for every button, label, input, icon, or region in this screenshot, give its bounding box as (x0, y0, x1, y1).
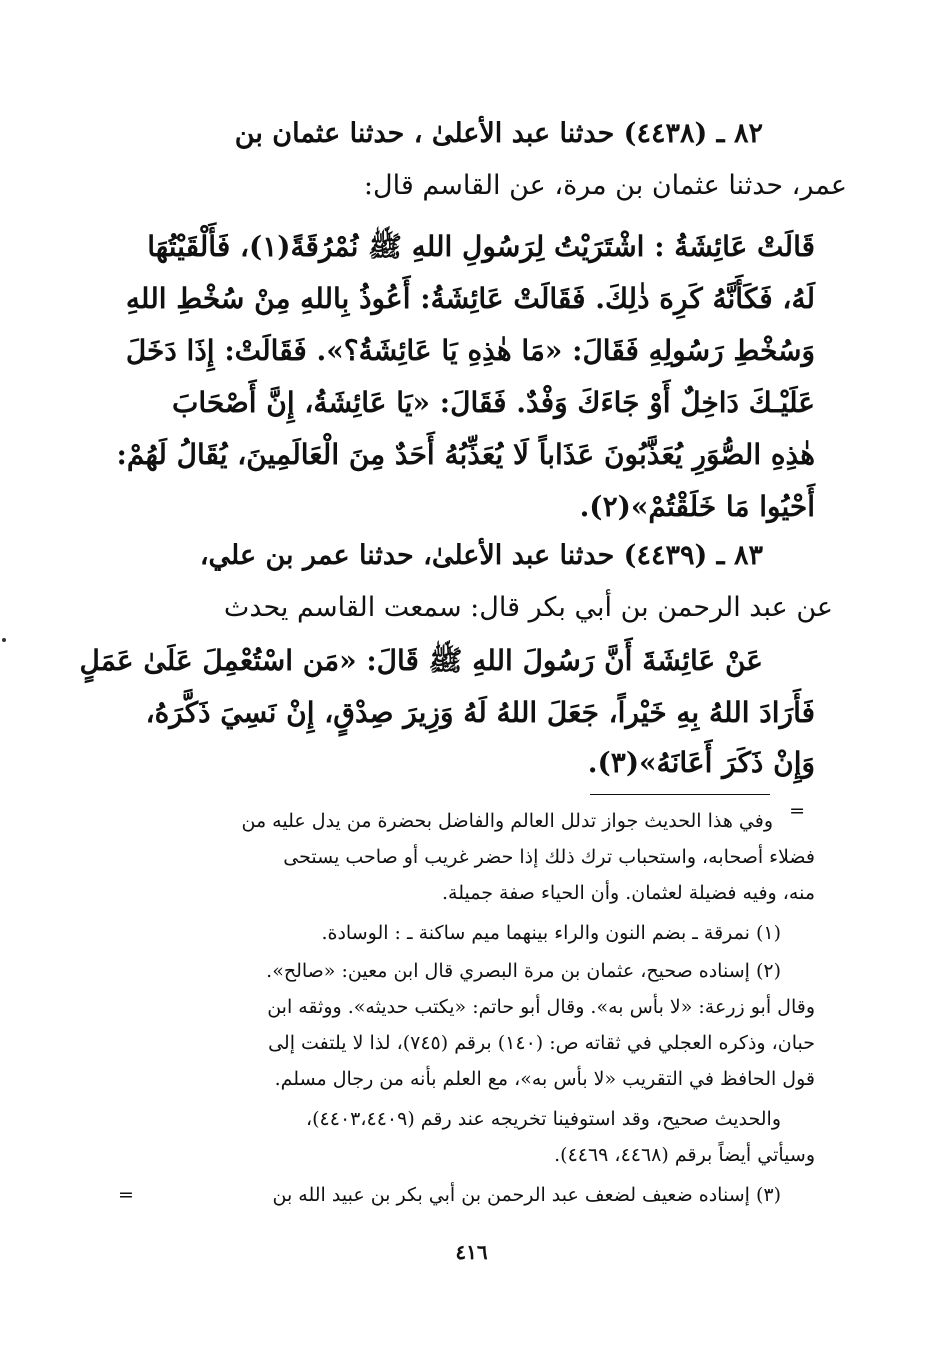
page-number: ٤١٦ (455, 1240, 488, 1264)
hadith-82-text-line-6: أَحْيُوا مَا خَلَقْتُمْ»(٢). (579, 490, 815, 523)
hadith-83-text-line-1: عَنْ عَائِشَةَ أَنَّ رَسُولَ اللهِ ﷺ قَالَ: «مَن اسْتُعْمِلَ عَلَىٰ عَمَلٍ (79, 644, 763, 677)
hadith-82-text-line-4: عَلَيْـكَ دَاخِلٌ أَوْ جَاءَكَ وَفْدٌ. فَقَالَ: «يَا عَائِشَةُ، إِنَّ أَصْحَابَ (172, 386, 815, 419)
footnote-3-continuation-mark: = (118, 1184, 134, 1206)
footnote-continued-line-3: منه، وفيه فضيلة لعثمان. وأن الحياء صفة جميلة. (441, 882, 815, 904)
footnote-continued-line-2: فضلاء أصحابه، واستحباب ترك ذلك إذا حضر غريب أو صاحب يستحى (283, 846, 815, 868)
footnote-1: (١) نمرقة ـ بضم النون والراء بينهما ميم ساكنة ـ : الوسادة. (321, 922, 781, 944)
footnote-separator (590, 794, 770, 795)
hadith-82-text-line-5: هٰذِهِ الصُّوَرِ يُعَذَّبُونَ عَذَاباً لَا يُعَذِّبُهُ أَحَدٌ مِنَ الْعَالَمِينَ، يُقَالُ لَهُمْ: (116, 438, 815, 471)
footnote-2-line-2: وقال أبو زرعة: «لا بأس به». وقال أبو حاتم: «يكتب حديثه». ووثقه ابن (267, 996, 815, 1018)
footnote-2-line-1: (٢) إسناده صحيح، عثمان بن مرة البصري قال ابن معين: «صالح». (266, 960, 781, 982)
footnote-2-line-4: قول الحافظ في التقريب «لا بأس به»، مع العلم بأنه من رجال مسلم. (274, 1068, 815, 1090)
footnote-3: (٣) إسناده ضعيف لضعف عبد الرحمن بن أبي بكر بن عبيد الله بن (272, 1184, 781, 1206)
hadith-82-text-line-3: وَسُخْطِ رَسُولِهِ فَقَالَ: «مَا هٰذِهِ يَا عَائِشَةُ؟». فَقَالَتْ: إِذَا دَخَلَ (125, 334, 815, 367)
footnote-2-extra-line-1: والحديث صحيح، وقد استوفينا تخريجه عند رقم (٤٤٠٣،٤٤٠٩)، (305, 1108, 781, 1130)
footnote-continued-line-1: وفي هذا الحديث جواز تدلل العالم والفاضل بحضرة من يدل عليه من (241, 810, 773, 832)
footnote-2-extra-line-2: وسيأتي أيضاً برقم (٤٤٦٨، ٤٤٦٩). (554, 1144, 815, 1166)
hadith-82-chain-line-2: عمر، حدثنا عثمان بن مرة، عن القاسم قال: (363, 170, 847, 201)
footnote-2-line-3: حبان، وذكره العجلي في ثقاته ص: (١٤٠) برقم (٧٤٥)، لذا لا يلتفت إلى (268, 1032, 815, 1054)
hadith-83-text-line-2: فَأَرَادَ اللهُ بِهِ خَيْراً، جَعَلَ اللهُ لَهُ وَزِيرَ صِدْقٍ، إِنْ نَسِيَ ذَكَّرَهُ، (145, 696, 815, 729)
hadith-82-text-line-2: لَهُ، فَكَأَنَّهُ كَرِهَ ذٰلِكَ. فَقَالَتْ عَائِشَةُ: أَعُوذُ بِاللهِ مِنْ سُخْطِ اللهِ (125, 282, 815, 315)
footnote-continuation-mark: = (789, 800, 805, 822)
scan-mark (2, 638, 6, 642)
hadith-82-text-line-1: قَالَتْ عَائِشَةُ : اشْتَرَيْتُ لِرَسُولِ اللهِ ﷺ نُمْرُقَةً(١)، فَأَلْقَيْتُهَا (147, 230, 815, 263)
hadith-83-chain-line-1: ٨٣ ـ (٤٤٣٩) حدثنا عبد الأعلىٰ، حدثنا عمر بن علي، (199, 540, 763, 571)
hadith-83-chain-line-2: عن عبد الرحمن بن أبي بكر قال: سمعت القاسم يحدث (223, 592, 833, 623)
hadith-83-text-line-3: وَإِنْ ذَكَرَ أَعَانَهُ»(٣). (587, 746, 815, 779)
hadith-82-chain-line-1: ٨٢ ـ (٤٤٣٨) حدثنا عبد الأعلىٰ ، حدثنا عثمان بن (234, 118, 763, 149)
